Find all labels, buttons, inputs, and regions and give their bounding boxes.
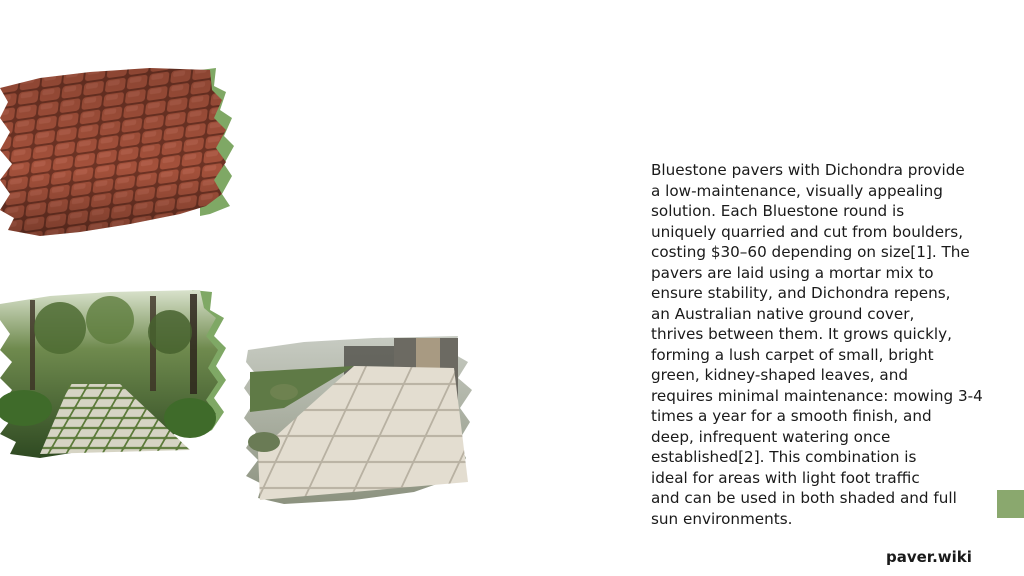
article-line: costing $30–60 depending on size[1]. The xyxy=(651,243,970,261)
article-line: forming a lush carpet of small, bright xyxy=(651,345,934,364)
article-line: Bluestone pavers with Dichondra provide xyxy=(651,161,965,179)
article-line: ensure stability, and Dichondra repens, xyxy=(651,284,951,302)
article-line: requires minimal maintenance: mowing 3-4 xyxy=(651,386,983,405)
article-line: established[2]. This combination is xyxy=(651,448,917,466)
article-line: sun environments. xyxy=(651,509,793,528)
article-paragraph xyxy=(651,160,996,529)
article-line: an Australian native ground cover, xyxy=(651,304,915,323)
article-line: and can be used in both shaded and full xyxy=(651,489,957,507)
article-line: deep, infrequent watering once xyxy=(651,427,891,446)
site-brand: paver.wiki xyxy=(886,548,972,566)
garden-stone-path-photo xyxy=(0,288,228,460)
article-line: thrives between them. It grows quickly, xyxy=(651,325,952,343)
article-line: uniquely quarried and cut from boulders, xyxy=(651,222,964,241)
bluestone-patio-photo xyxy=(244,332,476,508)
article-line: solution. Each Bluestone round is xyxy=(651,202,905,220)
green-accent-block xyxy=(997,490,1024,518)
article-line: a low-maintenance, visually appealing xyxy=(651,181,943,200)
article-line: ideal for areas with light foot traffic xyxy=(651,468,920,487)
article-line: times a year for a smooth finish, and xyxy=(651,407,932,425)
article-line: green, kidney-shaped leaves, and xyxy=(651,366,908,384)
article-line: pavers are laid using a mortar mix to xyxy=(651,263,934,282)
red-brick-cobblestone-photo xyxy=(0,66,236,238)
